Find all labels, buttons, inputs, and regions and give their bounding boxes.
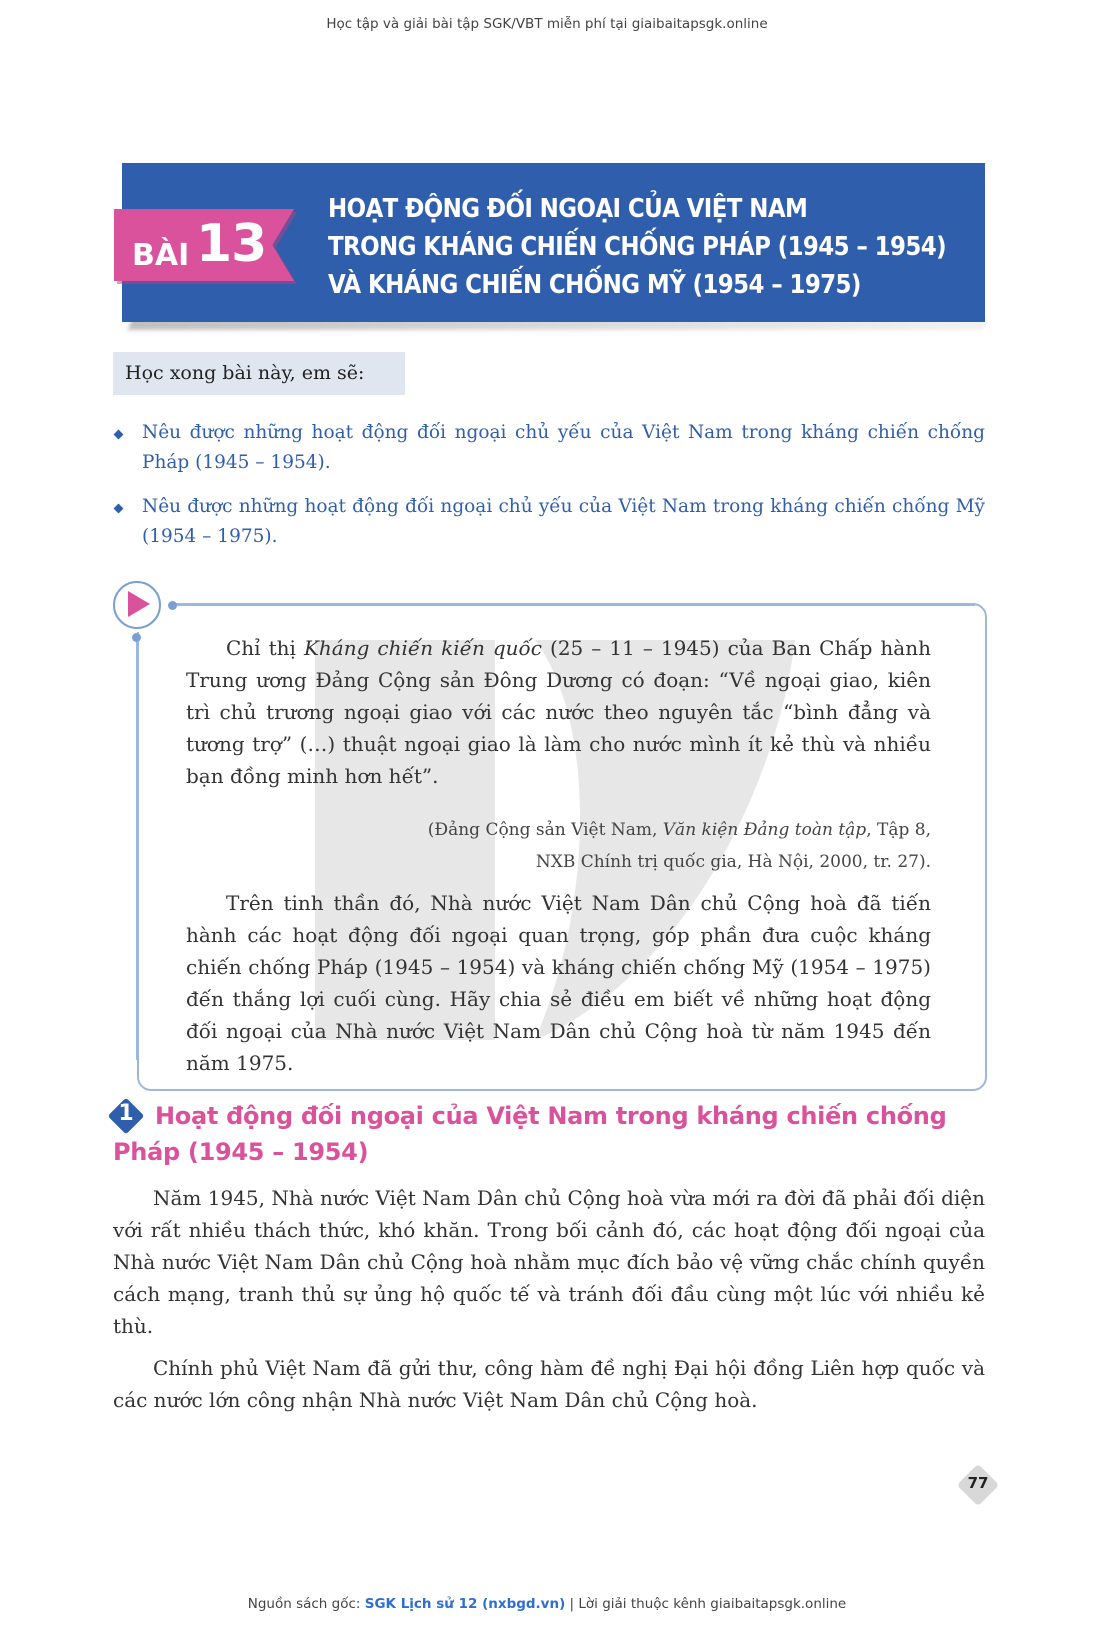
footer (0, 1596, 1094, 1612)
page-number: 77 (967, 1474, 989, 1492)
objective-text: Nêu được những hoạt động đối ngoại chủ yếu của Việt Nam trong kháng chiến chống Pháp (1945 – 1954). (142, 422, 985, 473)
footer-suffix: | Lời giải thuộc kênh giaibaitapsgk.online (565, 1596, 847, 1612)
intro-frame-top-line (175, 604, 975, 606)
citation-line-2: NXB Chính trị quốc gia, Hà Nội, 2000, tr. 27). (535, 852, 931, 872)
citation-pre: (Đảng Cộng sản Việt Nam, (427, 820, 663, 840)
objective-item (113, 418, 985, 478)
objective-item (113, 492, 985, 552)
diamond-bullet-icon (114, 430, 124, 440)
intro-quote (186, 632, 931, 792)
diamond-bullet-icon (114, 504, 124, 514)
lesson-title (328, 190, 978, 304)
section-number: 1 (118, 1101, 134, 1126)
quote-italic: Kháng chiến kiến quốc (303, 636, 542, 660)
objectives-list (113, 418, 985, 566)
play-icon (128, 591, 150, 617)
body-paragraph: Chính phủ Việt Nam đã gửi thư, công hàm đề nghị Đại hội đồng Liên hợp quốc và các nước lớn công nhận Nhà nước Việt Nam Dân chủ Cộng hoà. (113, 1356, 985, 1412)
frame-dot (168, 601, 177, 610)
lesson-word: BÀI (132, 238, 190, 273)
lesson-title-line: HOẠT ĐỘNG ĐỐI NGOẠI CỦA VIỆT NAM (328, 194, 808, 224)
intro-paragraph: Trên tinh thần đó, Nhà nước Việt Nam Dân chủ Cộng hoà đã tiến hành các hoạt động đối ngoại quan trọng, góp phần đưa cuộc kháng chiến chống Pháp (1945 – 1954) và kháng chiến chống Mỹ (1954 – 1975) đến thắng lợi cuối cùng. Hãy chia sẻ điều em biết về những hoạt động đối ngoại của Nhà nước Việt Nam Dân chủ Cộng hoà từ năm 1945 đến năm 1975. (186, 891, 931, 1075)
quote-pre: Chỉ thị (226, 636, 304, 660)
header-note: Học tập và giải bài tập SGK/VBT miễn phí tại giaibaitapsgk.online (326, 16, 768, 32)
source-link[interactable]: SGK Lịch sử 12 (nxbgd.vn) (364, 1596, 566, 1612)
citation-line-1 (186, 814, 931, 846)
intro-frame-left-line (136, 640, 138, 1060)
lesson-title-line: TRONG KHÁNG CHIẾN CHỐNG PHÁP (1945 – 1954) (328, 232, 946, 262)
objective-text: Nêu được những hoạt động đối ngoại chủ yếu của Việt Nam trong kháng chiến chống Mỹ (1954 – 1975). (142, 496, 985, 547)
quote-post: (25 – 11 – 1945) của Ban Chấp hành Trung ương Đảng Cộng sản Đông Dương có đoạn: “Về ngoại giao, kiên trì chủ trương ngoại giao với các nước theo nguyên tắc “bình đẳng và tương trợ” (…) thuật ngoại giao là làm cho nước mình ít kẻ thù và nhiều bạn đồng minh hơn hết”. (186, 636, 931, 788)
citation (186, 814, 931, 878)
footer-prefix: Nguồn sách gốc: (247, 1596, 365, 1612)
objectives-heading: Học xong bài này, em sẽ: (125, 362, 365, 384)
citation-post: , Tập 8, (866, 820, 931, 840)
citation-italic: Văn kiện Đảng toàn tập (662, 820, 867, 840)
frame-dot (132, 633, 141, 642)
lesson-title-line: VÀ KHÁNG CHIẾN CHỐNG MỸ (1954 – 1975) (328, 270, 861, 300)
body-paragraph: Năm 1945, Nhà nước Việt Nam Dân chủ Cộng hoà vừa mới ra đời đã phải đối diện với rất nhiều thách thức, khó khăn. Trong bối cảnh đó, các hoạt động đối ngoại của Nhà nước Việt Nam Dân chủ Cộng hoà nhằm mục đích bảo vệ vững chắc chính quyền cách mạng, tranh thủ sự ủng hộ quốc tế và tránh đối đầu cùng một lúc với nhiều kẻ thù. (113, 1186, 985, 1338)
lesson-number: 13 (196, 214, 267, 274)
section-title: Hoạt động đối ngoại của Việt Nam trong kháng chiến chống Pháp (1945 – 1954) (113, 1102, 947, 1166)
